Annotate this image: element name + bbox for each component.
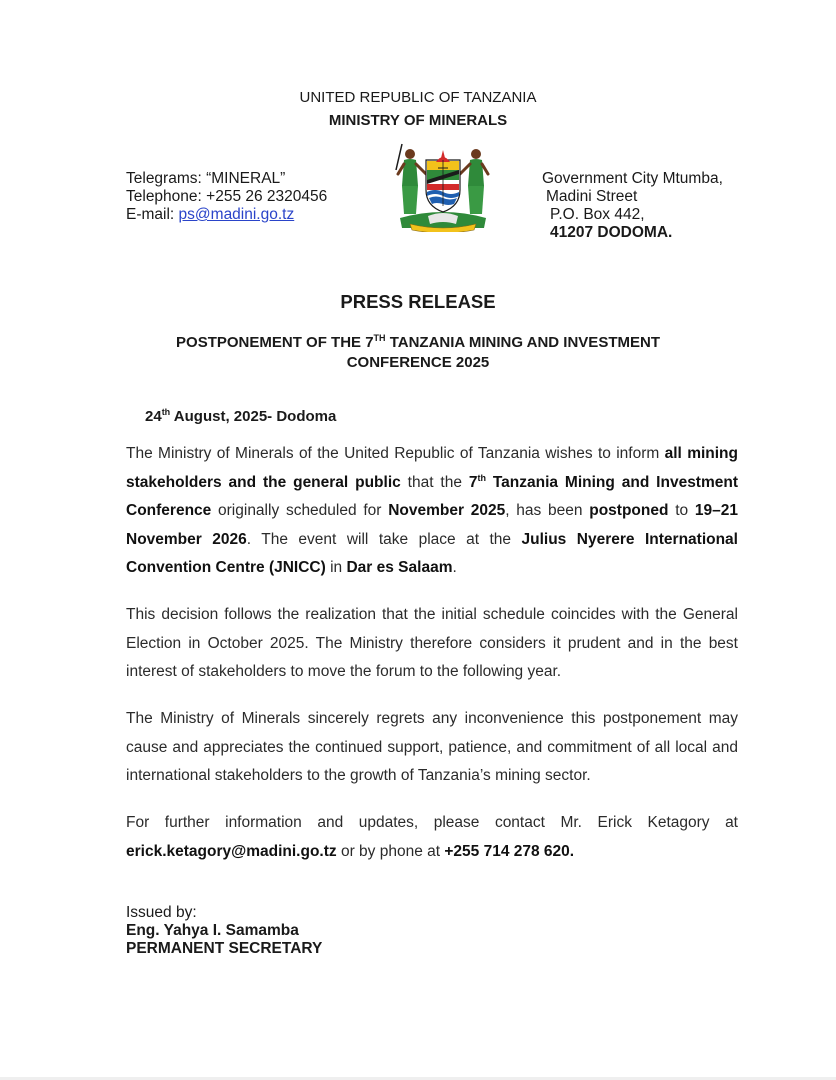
email-link[interactable]: ps@madini.go.tz xyxy=(178,206,295,223)
email-label: E-mail: xyxy=(126,206,179,223)
p1-bold-2b: Tanzania Mining and Investment Conference xyxy=(126,473,739,519)
p1-bold-3: November 2025 xyxy=(388,502,506,519)
telephone-line: Telephone: +255 26 2320456 xyxy=(126,188,328,205)
p1-text-4: , has been xyxy=(505,502,590,519)
contact-phone: +255 714 278 620. xyxy=(444,842,575,860)
p1-text-5: to xyxy=(668,502,695,519)
address-line-3: P.O. Box 442, xyxy=(550,206,645,223)
p4-text-2: or by phone at xyxy=(336,842,445,860)
p1-text-3: originally scheduled for xyxy=(211,502,389,519)
p1-bold-2a: 7 xyxy=(468,473,478,491)
p1-text-1: The Ministry of Minerals of the United Republic of Tanzania wishes to inform xyxy=(126,445,665,462)
p1-bold-4: postponed xyxy=(589,502,669,519)
country-heading: UNITED REPUBLIC OF TANZANIA xyxy=(299,89,537,106)
p1-bold-2-sup: th xyxy=(477,472,486,483)
p1-text-2: that the xyxy=(400,473,469,491)
contact-email[interactable]: erick.ketagory@madini.go.tz xyxy=(126,842,337,860)
issued-label: Issued by: xyxy=(126,904,197,921)
address-line-2: Madini Street xyxy=(546,188,638,205)
date-rest: August, 2025- Dodoma xyxy=(170,408,337,425)
p1-bold-7: Dar es Salaam xyxy=(346,559,453,576)
date-sup: th xyxy=(161,407,171,417)
subtitle-sup: TH xyxy=(373,333,386,343)
p1-bold-6: Julius Nyerere International Convention Centre (JNICC) xyxy=(126,530,738,576)
paragraph-2: This decision follows the realization that the initial schedule coincides with the General Election in October 2025. The Ministry therefore considers it prudent and in the best interest of stakeholders to move the forum to the following year. xyxy=(126,606,738,680)
paragraph-3: The Ministry of Minerals sincerely regrets any inconvenience this postponement may cause and appreciates the continued support, patience, and commitment of all local and international stakeholders to the growth of Tanzania’s mining sector. xyxy=(126,710,738,784)
coat-of-arms-icon xyxy=(388,140,498,232)
issuer-position: PERMANENT SECRETARY xyxy=(126,940,323,957)
subtitle-part2: TANZANIA MINING AND INVESTMENT xyxy=(385,334,660,351)
p1-text-6: . The event will take place at the xyxy=(246,530,522,548)
subtitle-part1: POSTPONEMENT OF THE 7 xyxy=(176,334,374,351)
address-line-4: 41207 DODOMA. xyxy=(550,224,673,241)
page-title: PRESS RELEASE xyxy=(340,291,496,312)
address-line-1: Government City Mtumba, xyxy=(542,170,723,187)
ministry-heading: MINISTRY OF MINERALS xyxy=(328,112,508,129)
issuer-name: Eng. Yahya I. Samamba xyxy=(126,922,299,939)
subtitle-line-2: CONFERENCE 2025 xyxy=(346,354,490,371)
date-day: 24 xyxy=(145,408,162,425)
p1-bold-1: all mining stakeholders and the general public xyxy=(126,445,738,491)
p1-text-8: . xyxy=(452,559,457,576)
email-line xyxy=(126,206,327,224)
telegrams-line: Telegrams: “MINERAL” xyxy=(126,170,286,187)
p1-bold-5: 19–21 November 2026 xyxy=(126,502,738,548)
contact-left-block xyxy=(126,170,327,224)
subtitle-line-1 xyxy=(0,333,836,353)
issued-by-block xyxy=(126,904,322,958)
contact-right-block xyxy=(542,170,723,242)
p1-text-7: in xyxy=(325,559,347,576)
paragraph-4 xyxy=(126,809,738,866)
subtitle xyxy=(0,333,836,373)
dateline xyxy=(145,408,336,425)
paragraph-1 xyxy=(126,440,738,583)
p4-text-1: For further information and updates, please contact Mr. Erick Ketagory at xyxy=(126,814,738,831)
